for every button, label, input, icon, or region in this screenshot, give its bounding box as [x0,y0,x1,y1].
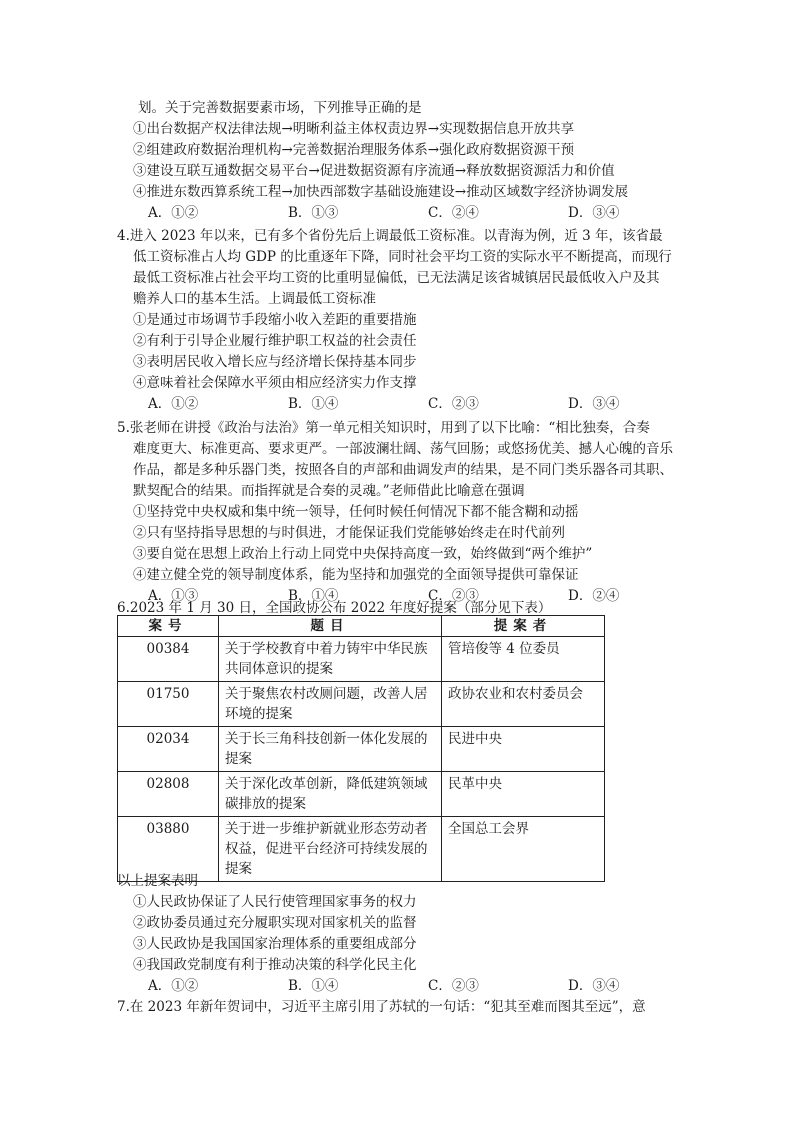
title-line: 提案 [225,861,252,877]
q5-option-c: C．②③ [428,588,479,604]
q4-item-1: ①是通过市场调节手段缩小收入差距的重要措施 [133,312,417,328]
title-line: 权益，促进平台经济可持续发展的 [225,841,428,857]
q4-options [0,394,794,414]
q3-item-2: ②组建政府数据治理机构→完善数据治理服务体系→强化政府数据资源干预 [133,142,575,158]
q3-intro: 划。关于完善数据要素市场，下列推导正确的是 [138,100,422,116]
q5-option-b: B．①④ [288,588,339,604]
header-case-number: 案号 [118,616,219,637]
proposal-title [219,637,442,682]
proposer: 全国总工会界 [442,817,605,882]
title-line: 碳排放的提案 [225,796,306,812]
title-line: 环境的提案 [225,706,293,722]
title-line: 关于进一步维护新就业形态劳动者 [225,821,428,837]
header-proposer: 提案者 [442,616,605,637]
q5-stem-line-3: 作品，都是多种乐器门类，按照各自的声部和曲调发声的结果，是不同门类乐器各司其职、 [133,462,673,478]
q5-option-d: D．②④ [568,588,620,604]
proposer: 管培俊等 4 位委员 [442,637,605,682]
title-line: 关于学校教育中着力铸牢中华民族 [225,641,428,657]
table-row [118,772,605,817]
q4-stem-line-2: 低工资标准占人均 GDP 的比重逐年下降，同时社会平均工资的实际水平不断提高，而现行 [133,249,672,265]
case-number: 03880 [118,817,219,882]
case-number: 02808 [118,772,219,817]
proposals-table [117,615,605,882]
title-line: 关于深化改革创新，降低建筑领域 [225,776,428,792]
header-title: 题目 [219,616,442,637]
q3-option-a: A．①② [148,205,199,221]
proposer: 民进中央 [442,727,605,772]
q4-stem-line-1: 4.进入 2023 年以来，已有多个省份先后上调最低工资标准。以青海为例，近 3 年，该省最 [117,228,663,244]
q5-item-1: ①坚持党中央权威和集中统一领导，任何时候任何情况下都不能含糊和动摇 [133,504,579,520]
q5-item-2: ②只有坚持指导思想的与时俱进，才能保证我们党能够始终走在时代前列 [133,525,565,541]
q7-stem-line-1: 7.在 2023 年新年贺词中，习近平主席引用了苏轼的一句话：“犯其至难而图其至远”，意 [117,999,646,1015]
q5-stem-line-1: 5.张老师在讲授《政治与法治》第一单元相关知识时，用到了以下比喻：“相比独奏，合奏 [117,420,650,436]
q4-stem-line-3: 最低工资标准占社会平均工资的比重明显偏低，已无法满足该省城镇居民最低收入户及其 [133,270,660,286]
q6-after-table: 以上提案表明 [117,873,198,889]
proposal-title [219,817,442,882]
table-header-row [118,616,605,637]
q4-option-d: D．③④ [568,396,620,412]
q6-option-c: C．②③ [428,978,479,994]
q4-item-3: ③表明居民收入增长应与经济增长保持基本同步 [133,354,417,370]
title-line: 关于聚焦农村改厕问题，改善人居 [225,686,428,702]
proposal-title [219,772,442,817]
q6-options [0,976,794,996]
table-row [118,637,605,682]
q3-item-1: ①出台数据产权法律法规→明晰利益主体权责边界→实现数据信息开放共享 [133,121,575,137]
q6-option-b: B．①④ [288,978,339,994]
q6-item-4: ④我国政党制度有利于推动决策的科学化民主化 [133,957,417,973]
q4-stem-line-4: 赡养人口的基本生活。上调最低工资标准 [133,291,376,307]
q3-option-d: D．③④ [568,205,620,221]
title-line: 共同体意识的提案 [225,661,333,677]
q5-option-a: A．①③ [148,588,199,604]
proposal-title [219,727,442,772]
q4-option-b: B．①④ [288,396,339,412]
q3-options [0,203,794,223]
q3-item-4: ④推进东数西算系统工程→加快西部数字基础设施建设→推动区域数字经济协调发展 [133,184,629,200]
title-line: 提案 [225,751,252,767]
q3-option-b: B．①③ [288,205,339,221]
q4-option-c: C．②③ [428,396,479,412]
q6-item-2: ②政协委员通过充分履职实现对国家机关的监督 [133,915,417,931]
q5-stem-line-4: 默契配合的结果。而指挥就是合奏的灵魂。”老师借此比喻意在强调 [133,483,525,499]
q6-option-d: D．③④ [568,978,620,994]
table-row [118,727,605,772]
case-number: 02034 [118,727,219,772]
q6-item-3: ③人民政协是我国国家治理体系的重要组成部分 [133,936,417,952]
q4-item-2: ②有利于引导企业履行维护职工权益的社会责任 [133,333,417,349]
q4-option-a: A．①② [148,396,199,412]
q6-option-a: A．①② [148,978,199,994]
table-row [118,682,605,727]
q3-item-3: ③建设互联互通数据交易平台→促进数据资源有序流通→释放数据资源活力和价值 [133,163,615,179]
q3-option-c: C．②④ [428,205,479,221]
q6-item-1: ①人民政协保证了人民行使管理国家事务的权力 [133,894,417,910]
proposer: 民革中央 [442,772,605,817]
q5-item-4: ④建立健全党的领导制度体系，能为坚持和加强党的全面领导提供可靠保证 [133,567,579,583]
q6-intro: 6.2023 年 1 月 30 日，全国政协公布 2022 年度好提案（部分见下表） [117,600,552,616]
case-number: 00384 [118,637,219,682]
proposal-title [219,682,442,727]
q4-item-4: ④意味着社会保障水平须由相应经济实力作支撑 [133,375,417,391]
q5-stem-line-2: 难度更大、标准更高、要求更严。一部波澜壮阔、荡气回肠；或悠扬优美、撼人心魄的音乐 [133,441,673,457]
title-line: 关于长三角科技创新一体化发展的 [225,731,428,747]
case-number: 01750 [118,682,219,727]
proposer: 政协农业和农村委员会 [442,682,605,727]
q5-item-3: ③要自觉在思想上政治上行动上同党中央保持高度一致，始终做到“两个维护” [133,546,593,562]
